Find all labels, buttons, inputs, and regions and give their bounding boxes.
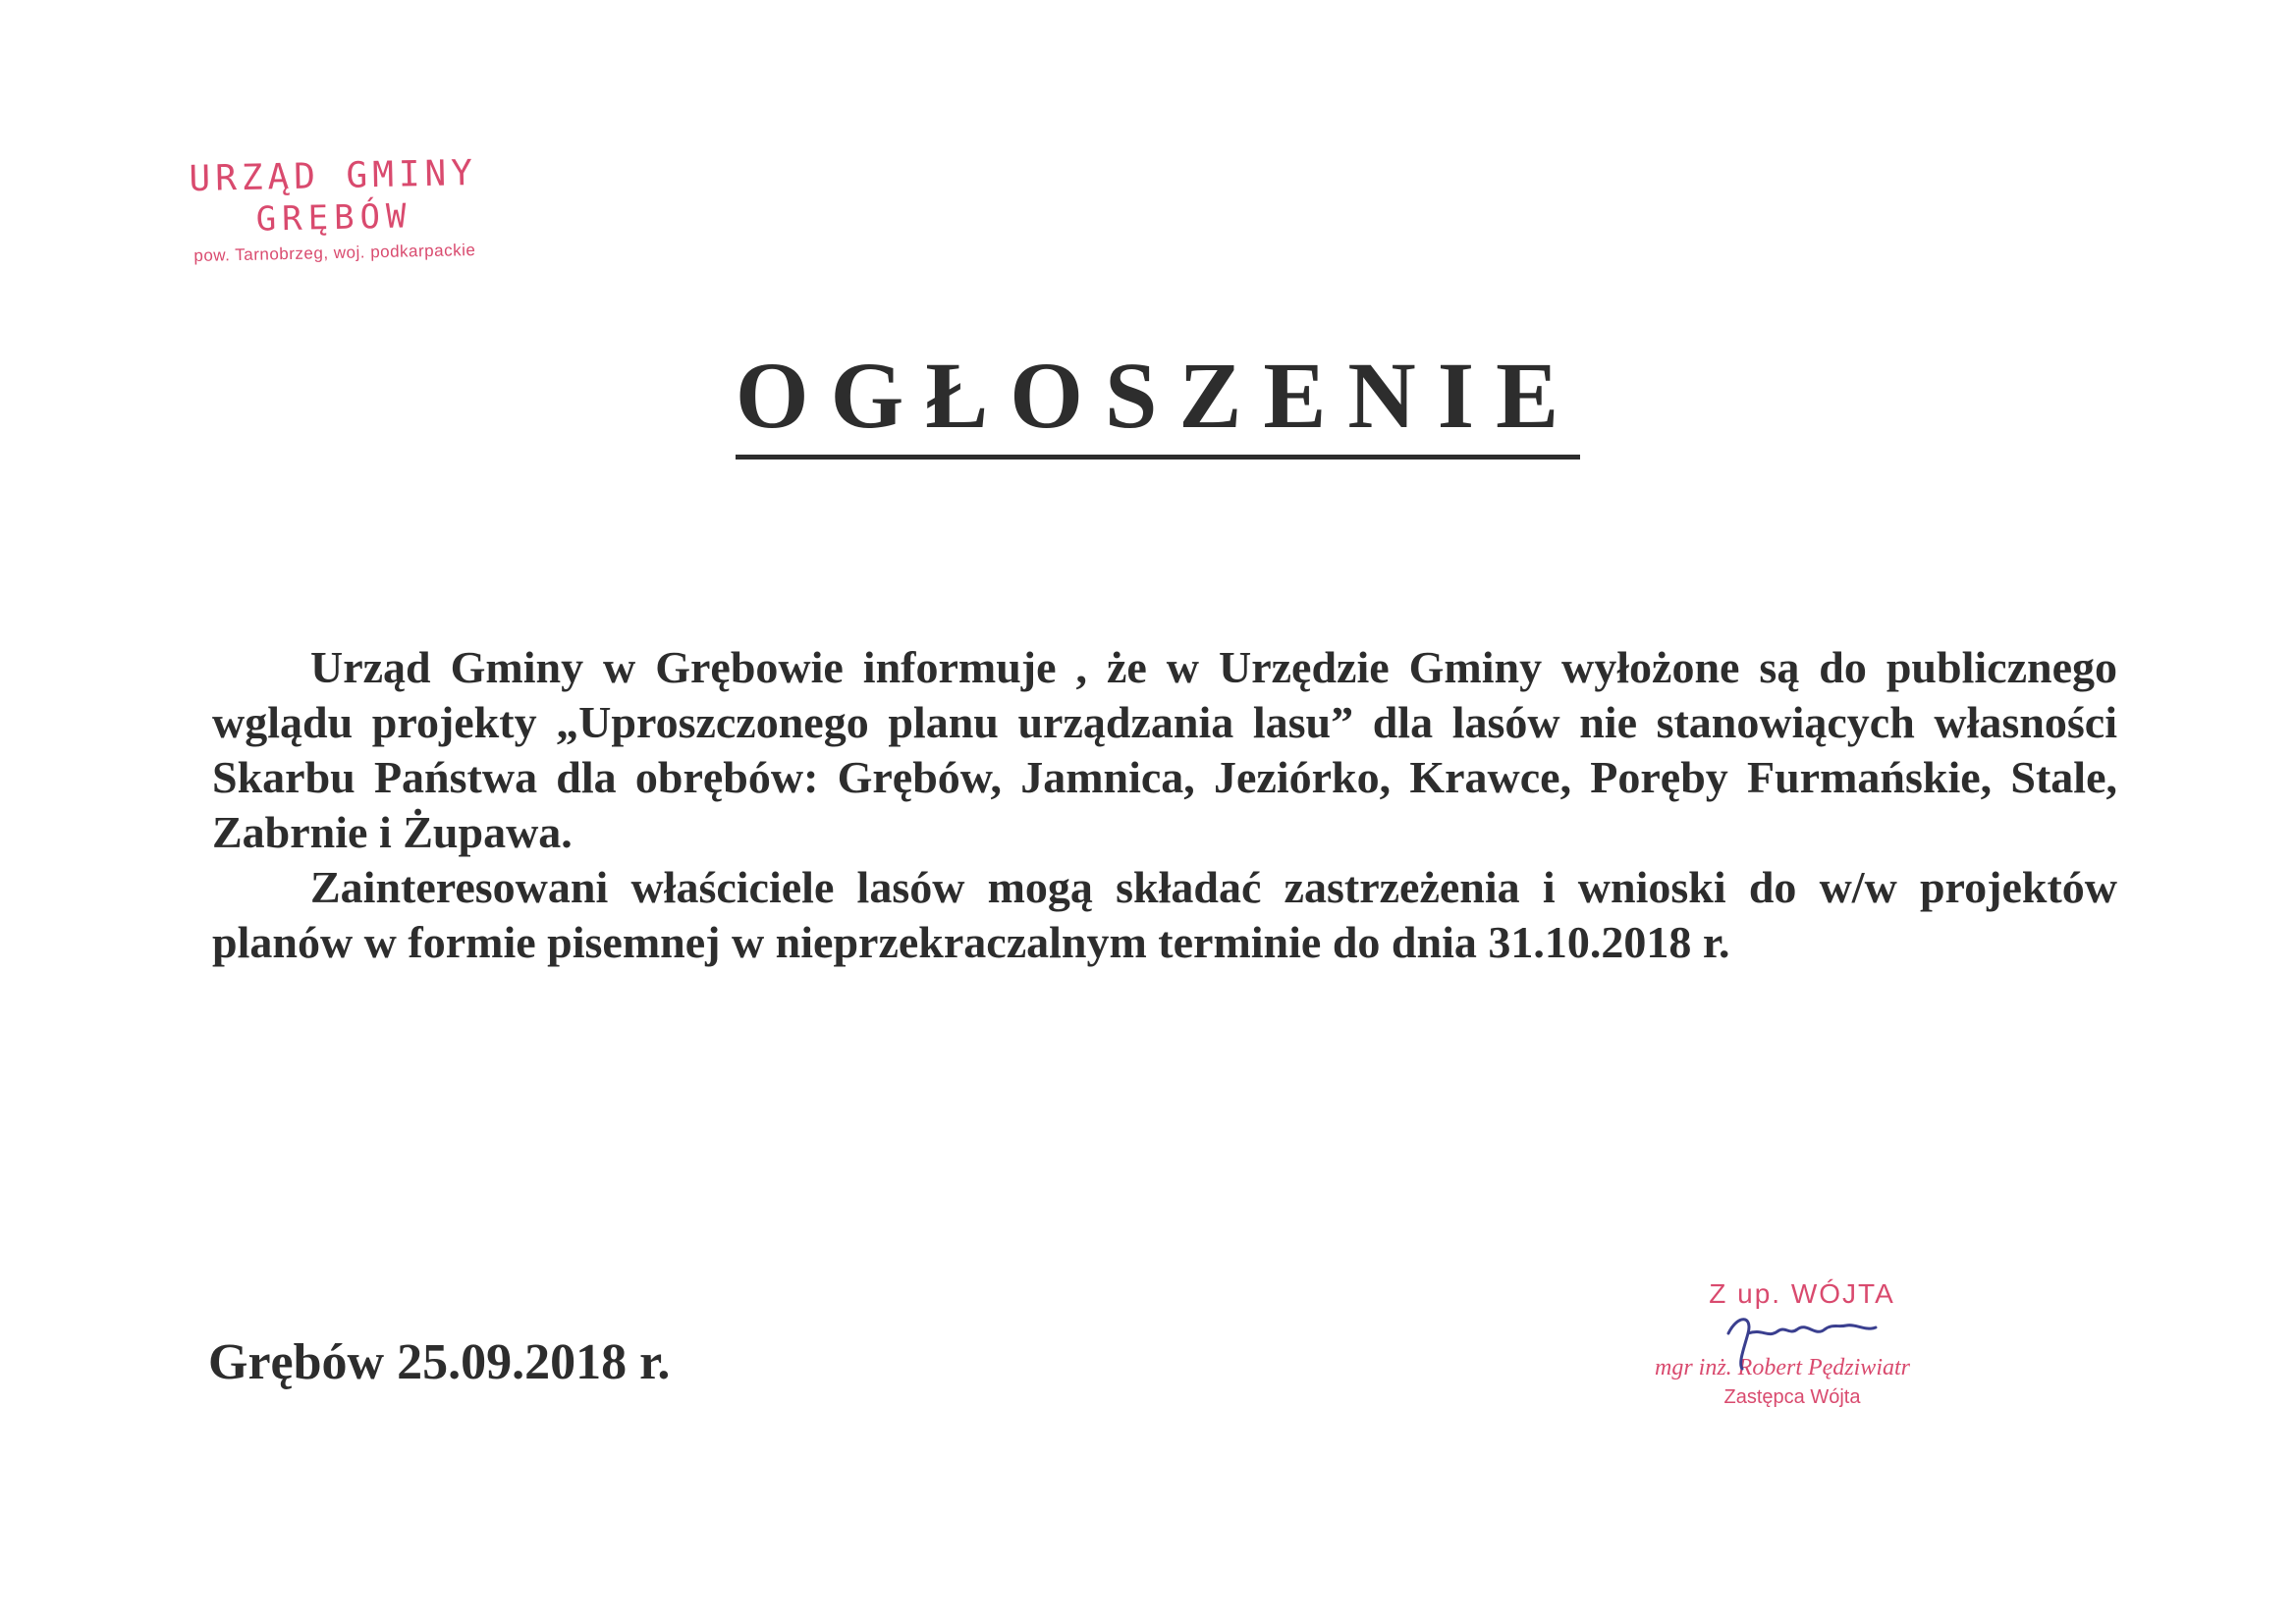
signatory-name: mgr inż. Robert Pędziwiatr: [1654, 1355, 1910, 1380]
office-stamp: [146, 153, 521, 271]
announcement-title: OGŁOSZENIE: [736, 349, 1580, 460]
stamp-town-name: GRĘBÓW: [255, 196, 412, 240]
stamp-region: pow. Tarnobrzeg, woj. podkarpackie: [193, 240, 476, 265]
handwritten-signature: [1709, 1304, 1886, 1373]
announcement-title-block: [0, 343, 2296, 460]
announcement-body: [212, 640, 2117, 970]
place-and-date: Grębów 25.09.2018 r.: [208, 1334, 671, 1390]
body-paragraph-1: Urząd Gminy w Grębowie informuje , że w Urzędzie Gminy wyłożone są do publicznego wglądu projekty „Uproszczonego planu urządzania lasu” dla lasów nie stanowiących własności Skarbu Państwa dla obrębów: Grębów, Jamnica, Jeziórko, Krawce, Poręby Furmańskie, Stale, Zabrnie i Żupawa.: [212, 642, 2117, 857]
signatory-position: Zastępca Wójta: [1723, 1386, 1861, 1408]
signature-stamp: [1591, 1276, 1974, 1410]
body-paragraph-2: Zainteresowani właściciele lasów mogą składać zastrzeżenia i wnioski do w/w projektów planów w formie pisemnej w nieprzekraczalnym terminie do dnia 31.10.2018 r.: [212, 862, 2117, 967]
signature-stamp-authority: Z up. WÓJTA: [1709, 1278, 1895, 1309]
stamp-office-name: URZĄD GMINY: [189, 152, 478, 200]
